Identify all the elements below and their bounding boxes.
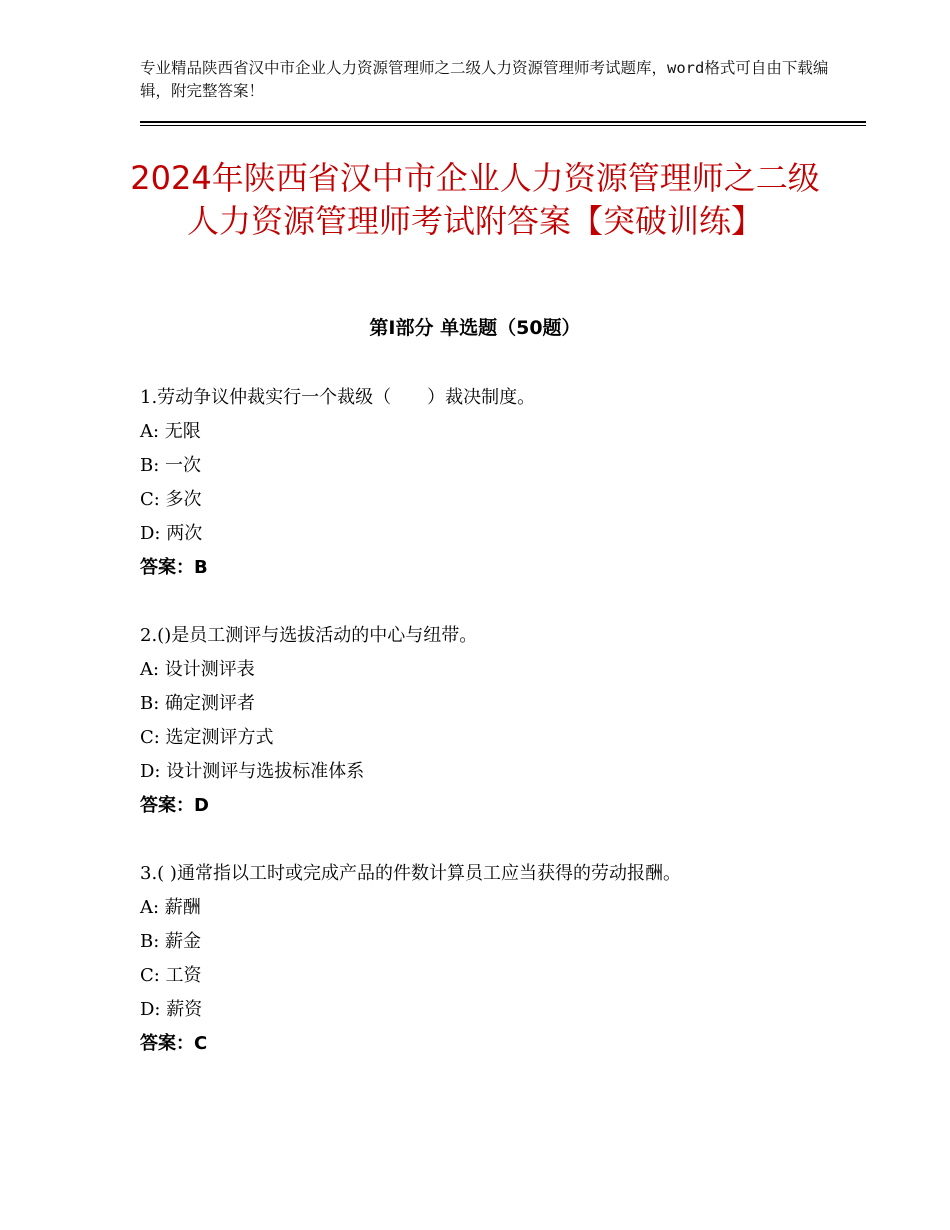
question-stem: 1.劳动争议仲裁实行一个裁级（ ）裁决制度。 [140, 387, 536, 408]
answer: 答案：D [140, 795, 209, 816]
question-3 [140, 857, 840, 1061]
question-stem: 3.( )通常指以工时或完成产品的件数计算员工应当获得的劳动报酬。 [140, 863, 681, 884]
option-c: C: 多次 [140, 489, 202, 510]
option-a: A: 无限 [140, 421, 201, 442]
option-a: A: 薪酬 [140, 897, 201, 918]
option-b: B: 薪金 [140, 931, 202, 952]
question-stem: 2.()是员工测评与选拔活动的中心与纽带。 [140, 625, 478, 646]
option-d: D: 设计测评与选拔标准体系 [140, 761, 365, 782]
header-divider-thin [140, 125, 866, 126]
option-b: B: 确定测评者 [140, 693, 256, 714]
option-b: B: 一次 [140, 455, 202, 476]
answer: 答案：B [140, 557, 208, 578]
question-list [140, 381, 840, 1095]
option-d: D: 两次 [140, 523, 203, 544]
header-note: 专业精品陕西省汉中市企业人力资源管理师之二级人力资源管理师考试题库，word格式可自由下载编辑，附完整答案！ [140, 59, 829, 100]
option-c: C: 选定测评方式 [140, 727, 274, 748]
option-c: C: 工资 [140, 965, 202, 986]
question-2 [140, 619, 840, 823]
section-title: 第Ⅰ部分 单选题（50题） [369, 317, 581, 339]
header-divider-thick [140, 121, 866, 123]
option-a: A: 设计测评表 [140, 659, 255, 680]
option-d: D: 薪资 [140, 999, 203, 1020]
document-title: 2024年陕西省汉中市企业人力资源管理师之二级人力资源管理师考试附答案【突破训练】 [130, 159, 820, 240]
question-1 [140, 381, 840, 585]
answer: 答案：C [140, 1033, 208, 1054]
